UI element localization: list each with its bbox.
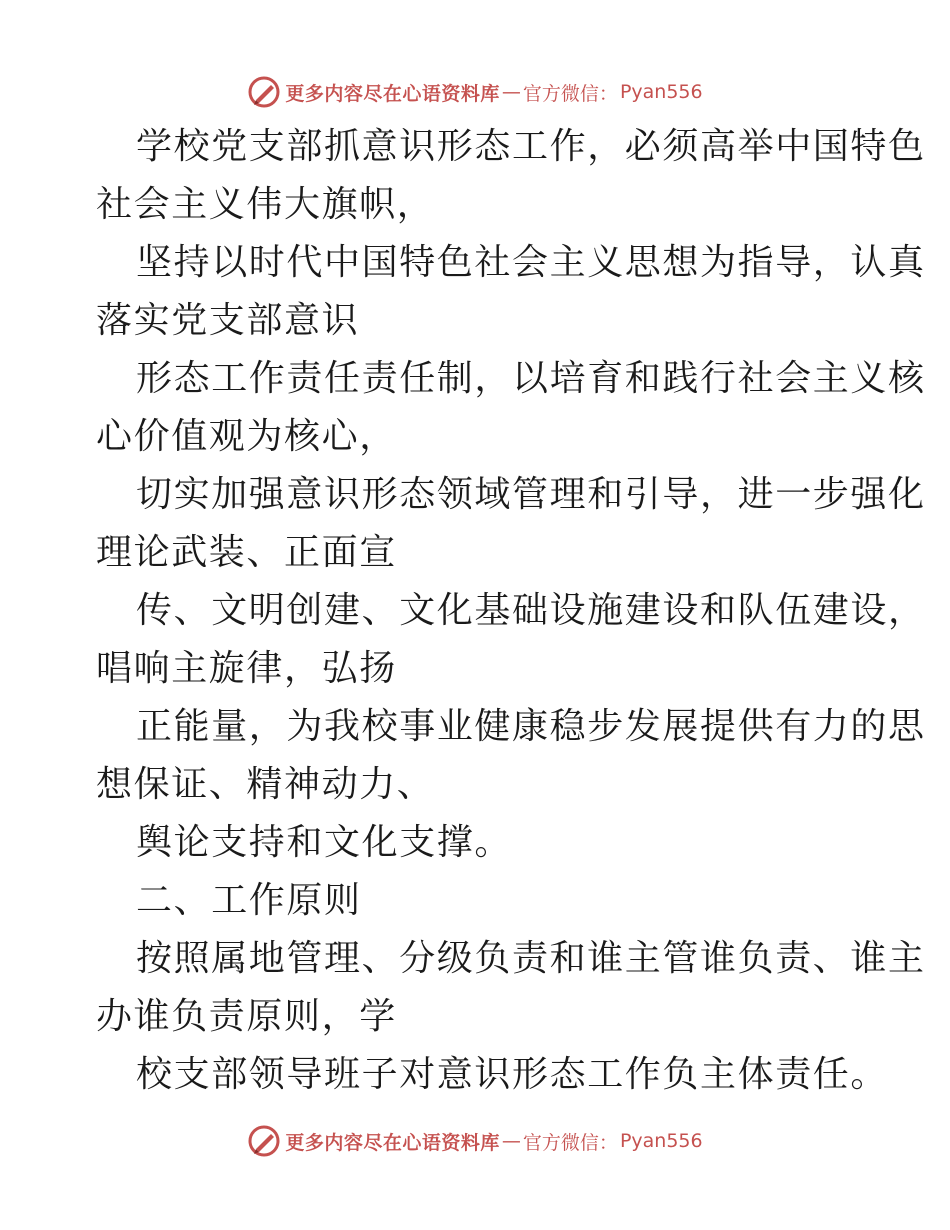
text-line: 按照属地管理、分级负责和谁主管谁负责、谁主 [136, 938, 926, 979]
footer-watermark [0, 1121, 950, 1161]
text-line: 理论武装、正面宣 [96, 532, 397, 573]
text-line: 办谁负责原则，学 [96, 996, 397, 1037]
pen-logo-icon [247, 1124, 281, 1158]
watermark-id: Pyan556 [619, 1130, 703, 1152]
watermark-channel: 官方微信： [522, 1131, 618, 1154]
text-line: 正能量，为我校事业健康稳步发展提供有力的思 [136, 706, 926, 747]
watermark-text: 更多内容尽在心语资料库 [285, 1131, 500, 1154]
watermark-channel: 官方微信： [522, 82, 618, 105]
text-line: 心价值观为核心， [96, 416, 397, 457]
header-watermark [0, 72, 950, 112]
watermark-id: Pyan556 [619, 81, 703, 103]
watermark-dash: — [501, 1130, 521, 1152]
text-line: 传、文明创建、文化基础设施建设和队伍建设， [136, 590, 926, 631]
document-body [96, 118, 926, 1104]
text-line: 坚持以时代中国特色社会主义思想为指导，认真 [136, 242, 926, 283]
text-line: 学校党支部抓意识形态工作，必须高举中国特色 [136, 126, 926, 167]
pen-logo-icon [247, 75, 281, 109]
text-line: 社会主义伟大旗帜， [96, 184, 435, 225]
text-line: 舆论支持和文化支撑。 [136, 822, 513, 863]
text-line: 想保证、精神动力、 [96, 764, 435, 805]
text-line: 落实党支部意识 [96, 300, 360, 341]
text-line: 形态工作责任责任制，以培育和践行社会主义核 [136, 358, 926, 399]
text-line: 校支部领导班子对意识形态工作负主体责任。 [136, 1054, 889, 1095]
section-heading: 二、工作原则 [136, 880, 362, 921]
text-line: 切实加强意识形态领域管理和引导，进一步强化 [136, 474, 926, 515]
watermark-dash: — [501, 81, 521, 103]
text-line: 唱响主旋律，弘扬 [96, 648, 397, 689]
watermark-text: 更多内容尽在心语资料库 [285, 82, 500, 105]
